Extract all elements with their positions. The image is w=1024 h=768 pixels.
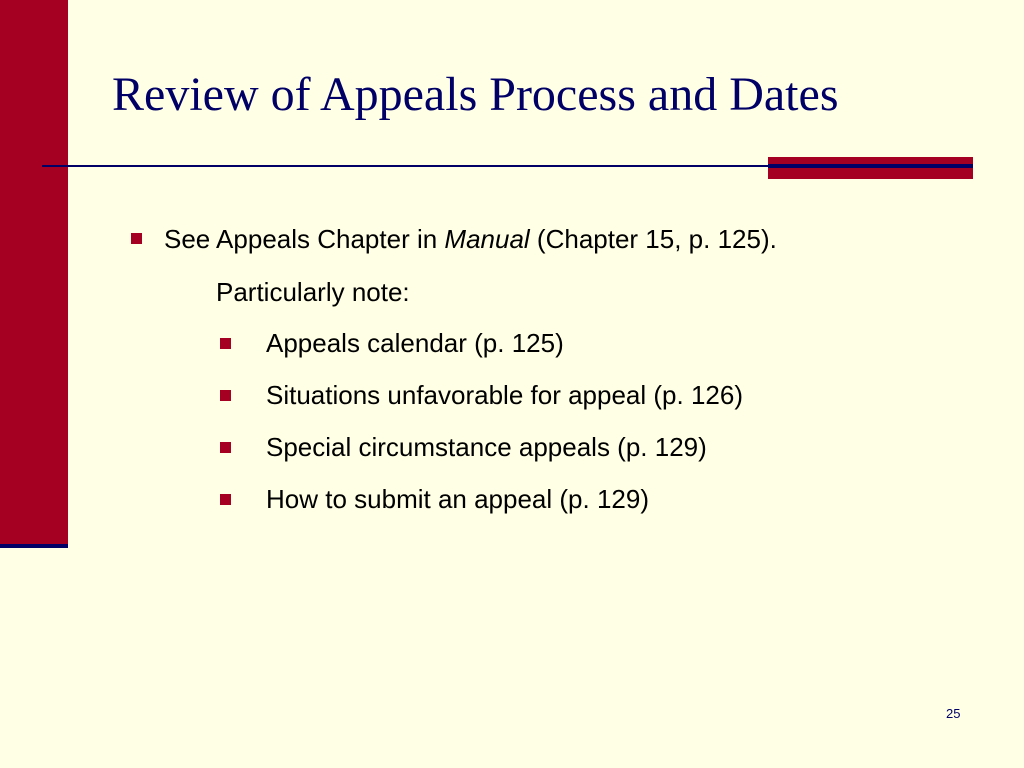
sub-bullet-text: How to submit an appeal (p. 129) [266,484,649,514]
main-bullet-prefix: See Appeals Chapter in [164,224,445,254]
sub-bullet-text: Special circumstance appeals (p. 129) [266,432,707,462]
sub-bullet-text: Situations unfavorable for appeal (p. 126) [266,380,743,410]
page-number: 25 [946,706,961,721]
bullet-square-icon [220,390,231,401]
bullet-square-icon [220,338,231,349]
bullet-square-icon [220,442,231,453]
manual-emphasis: Manual [444,224,530,254]
slide-title: Review of Appeals Process and Dates [112,68,839,121]
bullet-square-icon [131,233,142,244]
bullet-square-icon [220,494,231,505]
main-bullet-suffix: (Chapter 15, p. 125). [529,224,777,254]
main-bullet-text [164,223,777,255]
note-label: Particularly note: [216,277,410,307]
sub-bullet-text: Appeals calendar (p. 125) [266,328,564,358]
